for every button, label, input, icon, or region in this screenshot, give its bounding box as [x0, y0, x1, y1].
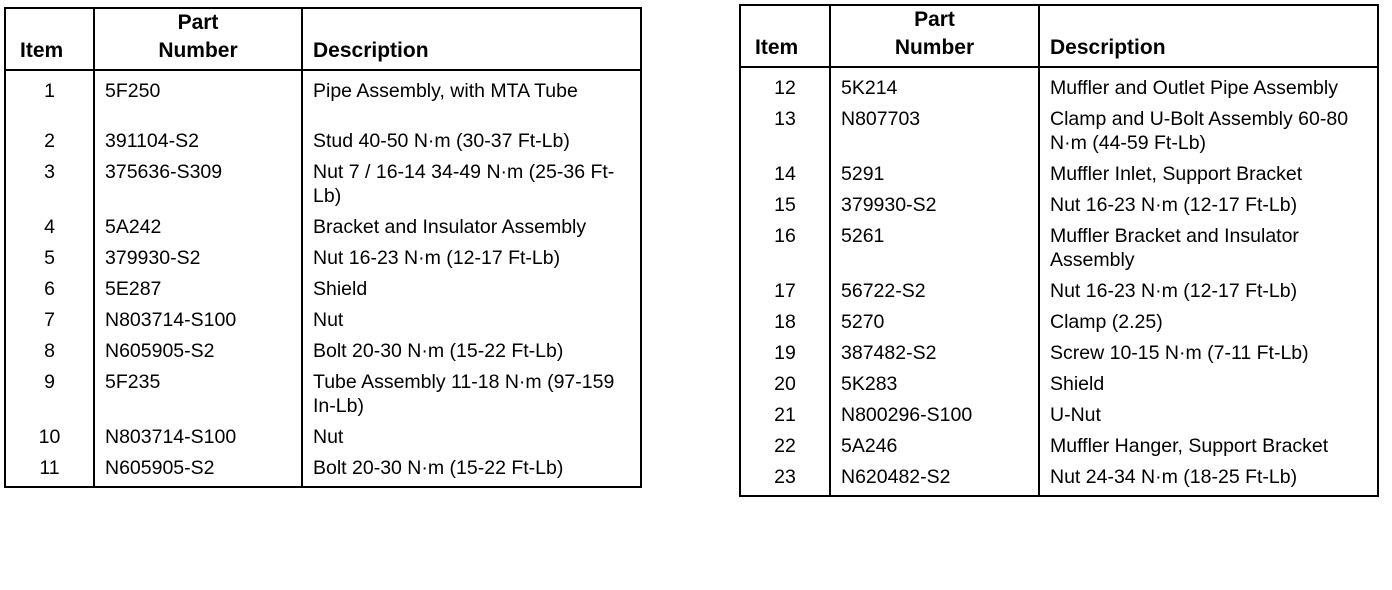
table-row — [740, 464, 1378, 496]
description: Stud 40-50 N·m (30-37 Ft-Lb) — [302, 128, 641, 159]
item-number: 5 — [44, 247, 55, 269]
table-row — [5, 424, 641, 455]
item-number: 4 — [44, 216, 55, 238]
table-row — [740, 223, 1378, 278]
header-row — [740, 5, 1378, 67]
part-number: 375636-S309 — [94, 159, 302, 214]
part-number: 5F235 — [94, 369, 302, 424]
item-number: 11 — [39, 457, 60, 479]
item-number: 23 — [774, 466, 796, 488]
item-number: 2 — [44, 130, 55, 152]
table-row — [740, 192, 1378, 223]
table-row — [5, 214, 641, 245]
part-number: 5A242 — [94, 214, 302, 245]
part-number: 5F250 — [94, 70, 302, 128]
table-row — [5, 307, 641, 338]
part-number: N803714-S100 — [94, 424, 302, 455]
parts-table-right — [739, 4, 1379, 497]
description: Nut — [302, 424, 641, 455]
part-number: 5270 — [830, 309, 1039, 340]
header-part-number — [94, 8, 302, 70]
description: Muffler Inlet, Support Bracket — [1039, 161, 1378, 192]
table-row — [5, 338, 641, 369]
part-number: 5291 — [830, 161, 1039, 192]
description: Nut 16-23 N·m (12-17 Ft-Lb) — [302, 245, 641, 276]
item-number: 12 — [774, 77, 796, 99]
header-row — [5, 8, 641, 70]
description: Nut 16-23 N·m (12-17 Ft-Lb) — [1039, 278, 1378, 309]
item-number: 16 — [774, 225, 796, 247]
description: Screw 10-15 N·m (7-11 Ft-Lb) — [1039, 340, 1378, 371]
description: Pipe Assembly, with MTA Tube — [302, 70, 641, 128]
description: Bolt 20-30 N·m (15-22 Ft-Lb) — [302, 455, 641, 487]
header-item: Item — [740, 5, 830, 67]
header-item: Item — [5, 8, 94, 70]
table-row — [5, 369, 641, 424]
item-number: 19 — [774, 342, 796, 364]
parts-table-left — [4, 7, 642, 488]
header-part-number — [830, 5, 1039, 67]
description: Muffler and Outlet Pipe Assembly — [1039, 67, 1378, 106]
item-number: 18 — [774, 311, 796, 333]
part-number: N803714-S100 — [94, 307, 302, 338]
description: Tube Assembly 11-18 N·m (97-159 In-Lb) — [302, 369, 641, 424]
table-row — [5, 455, 641, 487]
description: Clamp and U-Bolt Assembly 60-80 N·m (44-59 Ft-Lb) — [1039, 106, 1378, 161]
table-row — [740, 402, 1378, 433]
table-row — [5, 245, 641, 276]
header-description: Description — [302, 8, 641, 70]
table-row — [5, 159, 641, 214]
item-number: 21 — [774, 404, 796, 426]
description: Shield — [302, 276, 641, 307]
part-number: 379930-S2 — [94, 245, 302, 276]
item-number: 8 — [44, 340, 55, 362]
part-number: N807703 — [830, 106, 1039, 161]
part-number: 391104-S2 — [94, 128, 302, 159]
table-row — [740, 278, 1378, 309]
header-part-line1: Part — [914, 8, 955, 31]
part-number: N605905-S2 — [94, 338, 302, 369]
part-number: 387482-S2 — [830, 340, 1039, 371]
item-number: 9 — [44, 371, 55, 393]
description: Muffler Bracket and Insulator Assembly — [1039, 223, 1378, 278]
header-part-line2: Number — [158, 39, 238, 62]
table-row — [740, 67, 1378, 106]
table-row — [5, 70, 641, 128]
part-number: 5E287 — [94, 276, 302, 307]
part-number: 5K283 — [830, 371, 1039, 402]
header-part-line2: Number — [894, 36, 975, 59]
item-number: 3 — [44, 161, 55, 183]
description: Nut — [302, 307, 641, 338]
description: Nut 7 / 16-14 34-49 N·m (25-36 Ft-Lb) — [302, 159, 641, 214]
header-part-line1: Part — [177, 11, 219, 34]
part-number: N605905-S2 — [94, 455, 302, 487]
item-number: 15 — [774, 194, 796, 216]
part-number: N800296-S100 — [830, 402, 1039, 433]
table-row — [5, 128, 641, 159]
description: Nut 24-34 N·m (18-25 Ft-Lb) — [1039, 464, 1378, 496]
part-number: 56722-S2 — [830, 278, 1039, 309]
item-number: 20 — [774, 373, 796, 395]
table-row — [740, 161, 1378, 192]
part-number: 5K214 — [830, 67, 1039, 106]
part-number: 5A246 — [830, 433, 1039, 464]
item-number: 17 — [774, 280, 796, 302]
description: Nut 16-23 N·m (12-17 Ft-Lb) — [1039, 192, 1378, 223]
item-number: 6 — [44, 278, 55, 300]
description: Bracket and Insulator Assembly — [302, 214, 641, 245]
item-number: 1 — [44, 80, 55, 102]
item-number: 22 — [774, 435, 796, 457]
item-number: 7 — [44, 309, 55, 331]
table-row — [740, 106, 1378, 161]
description: Muffler Hanger, Support Bracket — [1039, 433, 1378, 464]
description: Shield — [1039, 371, 1378, 402]
description: Bolt 20-30 N·m (15-22 Ft-Lb) — [302, 338, 641, 369]
description: U-Nut — [1039, 402, 1378, 433]
part-number: 379930-S2 — [830, 192, 1039, 223]
header-description: Description — [1039, 5, 1378, 67]
part-number: N620482-S2 — [830, 464, 1039, 496]
table-row — [5, 276, 641, 307]
table-row — [740, 371, 1378, 402]
table-row — [740, 433, 1378, 464]
item-number: 10 — [38, 426, 61, 448]
table-row — [740, 340, 1378, 371]
description: Clamp (2.25) — [1039, 309, 1378, 340]
table-row — [740, 309, 1378, 340]
item-number: 13 — [774, 108, 796, 130]
part-number: 5261 — [830, 223, 1039, 278]
item-number: 14 — [774, 163, 796, 185]
